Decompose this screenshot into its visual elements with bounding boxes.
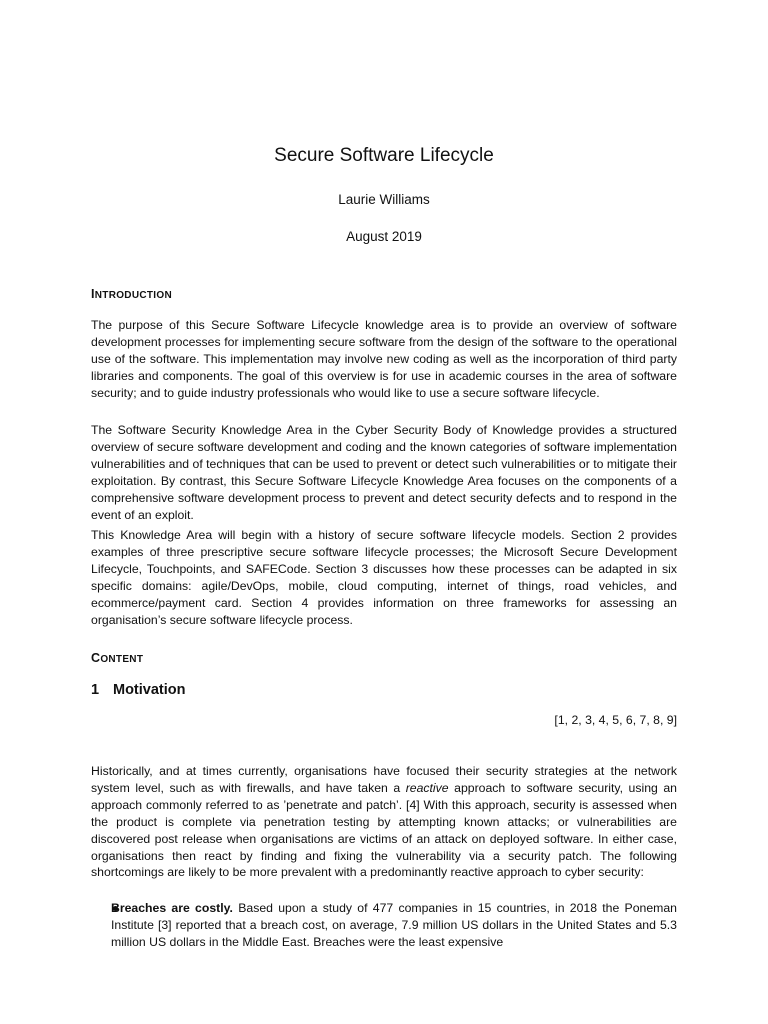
content-heading-initial: C [91, 651, 101, 665]
bullet-item-heading: Breaches are costly. [111, 901, 233, 915]
section-1-references: [1, 2, 3, 4, 5, 6, 7, 8, 9] [554, 713, 677, 727]
section-1-number: 1 [91, 682, 100, 698]
document-author: Laurie Williams [338, 192, 430, 207]
section-1-paragraph-italic: reactive [405, 780, 449, 795]
document-date: August 2019 [346, 229, 422, 244]
section-1-heading [91, 680, 186, 700]
content-heading-rest: ONTENT [100, 654, 144, 665]
introduction-paragraph-1: The purpose of this Secure Software Lifecycle knowledge area is to provide an overview of software development processes for implementing secure software from the design of the software to the operational use of the software. This implementation may involve new coding as well as the incorporation of third party libraries and components. The goal of this overview is for use in academic courses in the area of software security; and to guide industry professionals who would like to use a secure software lifecycle. [91, 318, 677, 400]
section-1-paragraph-part-2: approach to software security, using an approach commonly referred to as ’penetrate and patch’. [4] With this approach, security is assessed when the product is complete via penetration testing by attempting known attacks; or vulnerabilities are discovered post release when organisations are victims of an attack on deployed software. In either case, organisations then react by finding and fixing the vulnerability via a security patch. The following shortcomings are likely to be more prevalent with a predominantly reactive approach to cyber security: [91, 780, 677, 880]
bullet-item-breaches [111, 900, 677, 951]
document-title: Secure Software Lifecycle [274, 145, 494, 166]
introduction-heading [91, 287, 172, 303]
introduction-heading-rest: NTRODUCTION [94, 290, 172, 301]
section-1-paragraph-part-1: Historically, and at times currently, organisations have focused their security strategies at the network system level, such as with firewalls, and have taken a [91, 764, 677, 795]
introduction-heading-initial: I [91, 287, 95, 301]
section-1-title: Motivation [113, 682, 186, 698]
introduction-paragraph-3: This Knowledge Area will begin with a history of secure software lifecycle models. Section 2 provides examples of three prescriptive secure software lifecycle processes; the Microsoft Secure Development Lifecycle, Touchpoints, and SAFECode. Section 3 discusses how these processes can be adapted in six specific domains: agile/DevOps, mobile, cloud computing, internet of things, road vehicles, and ecommerce/payment card. Section 4 provides information on three frameworks for assessing an organisation’s secure software lifecycle process. [91, 528, 677, 627]
introduction-paragraph-2: The Software Security Knowledge Area in the Cyber Security Body of Knowledge provides a structured overview of secure software development and coding and the known categories of software implementation vulnerabilities and of techniques that can be used to prevent or detect such vulnerabilities or to mitigate their exploitation. By contrast, this Secure Software Lifecycle Knowledge Area focuses on the components of a comprehensive software development process to prevent and detect security defects and to respond in the event of an exploit. [91, 423, 677, 522]
bullet-item-text: Based upon a study of 477 companies in 15 countries, in 2018 the Poneman Institute [3] reported that a breach cost, on average, 7.9 million US dollars in the United States and 5.3 million US dollars in the Middle East. Breaches were the least expensive [111, 901, 677, 949]
content-heading [91, 651, 143, 667]
section-1-paragraph [91, 763, 677, 881]
